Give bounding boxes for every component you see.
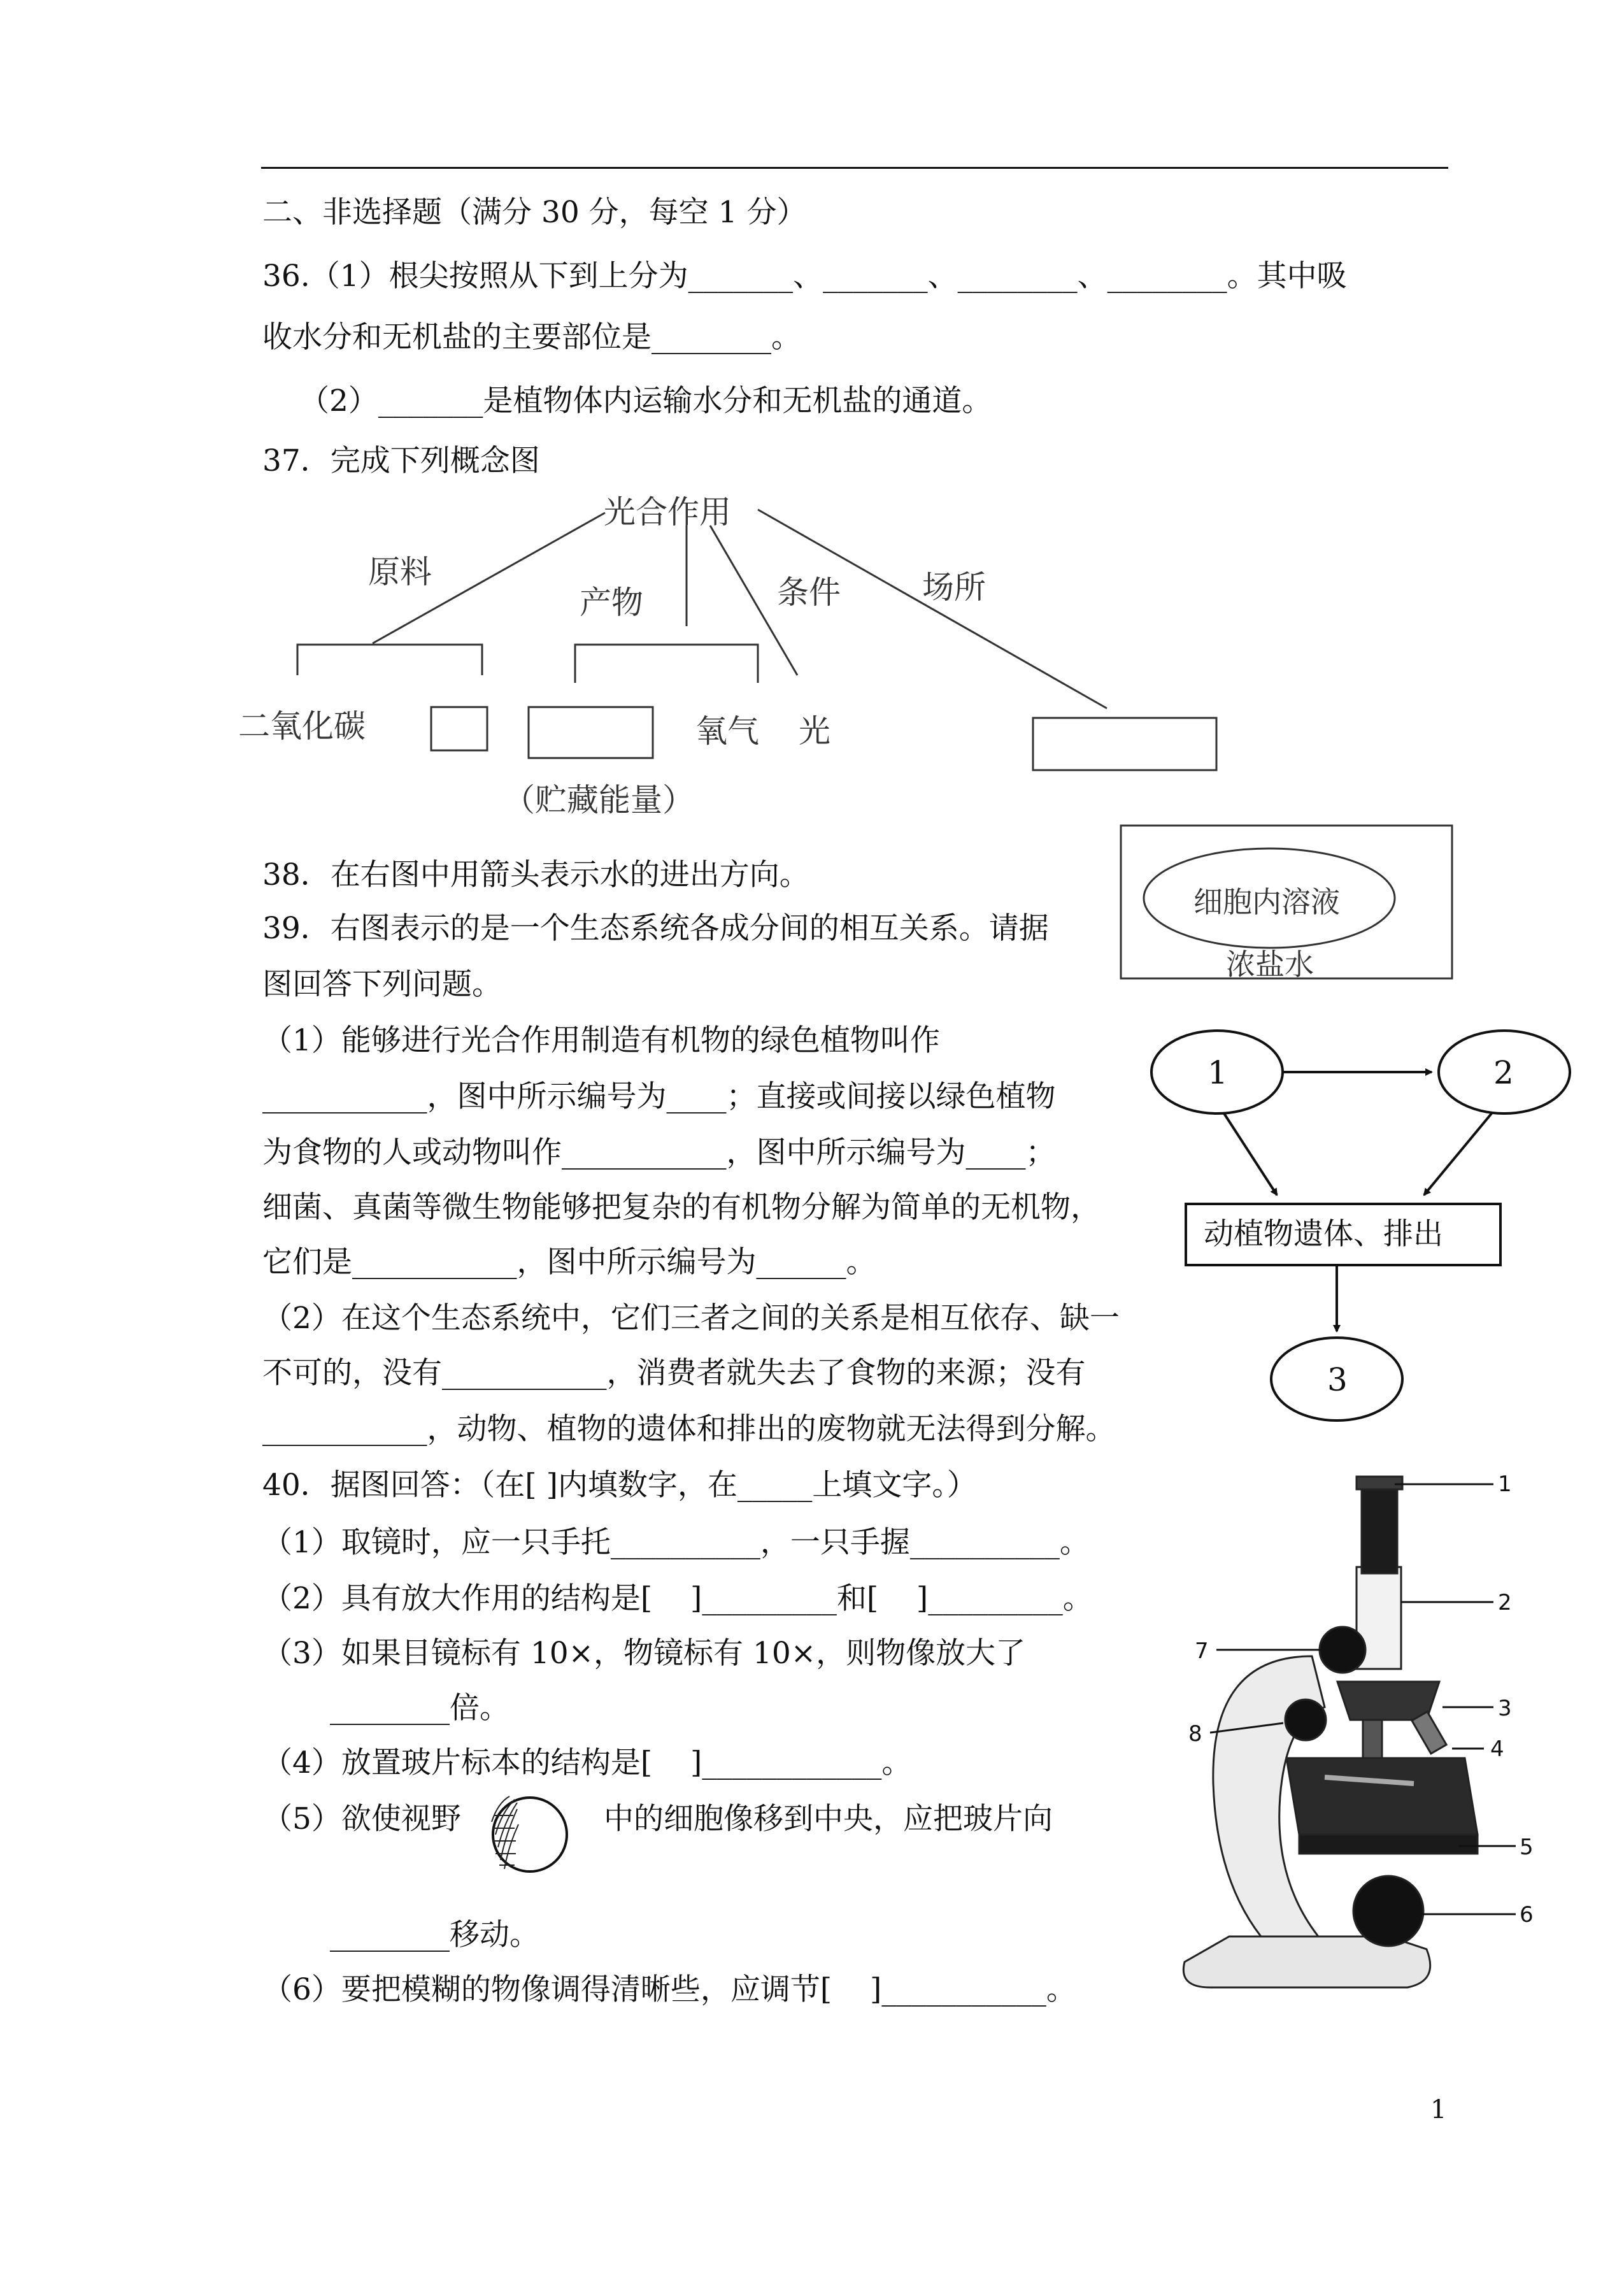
q39-line3: （1）能够进行光合作用制造有机物的绿色植物叫作 bbox=[262, 1023, 940, 1058]
osmosis-outer-label: 浓盐水 bbox=[1226, 947, 1314, 982]
q36-line1: 36.（1）根尖按照从下到上分为_______、_______、________、________。其中吸 bbox=[262, 259, 1347, 294]
q40-line7b: 中的细胞像移到中央，应把玻片向 bbox=[604, 1801, 1053, 1836]
q38-line: 38．在右图中用箭头表示水的进出方向。 bbox=[262, 857, 809, 892]
q39-line10: ___________，动物、植物的遗体和排出的废物就无法得到分解。 bbox=[262, 1412, 1116, 1447]
q40-line3: （2）具有放大作用的结构是[ ]_________和[ ]_________。 bbox=[262, 1581, 1093, 1616]
q40-line7a: （5）欲使视野 bbox=[262, 1801, 461, 1836]
eco-node-1: 1 bbox=[1207, 1054, 1228, 1091]
concept-place: 场所 bbox=[922, 569, 986, 606]
microscope-label-2: 2 bbox=[1498, 1590, 1512, 1615]
concept-condition: 条件 bbox=[777, 574, 841, 611]
q40-line2: （1）取镜时，应一只手托__________，一只手握__________。 bbox=[262, 1525, 1090, 1560]
microscope-label-3: 3 bbox=[1498, 1696, 1512, 1721]
q39-line4: ___________，图中所示编号为____；直接或间接以绿色植物 bbox=[262, 1079, 1056, 1114]
q39-line2: 图回答下列问题。 bbox=[262, 967, 502, 1002]
eco-node-3: 3 bbox=[1327, 1361, 1348, 1398]
q39-line6: 细菌、真菌等微生物能够把复杂的有机物分解为简单的无机物， bbox=[262, 1190, 1100, 1225]
q39-line8: （2）在这个生态系统中，它们三者之间的关系是相互依存、缺一 bbox=[262, 1301, 1120, 1336]
concept-light: 光 bbox=[799, 713, 830, 750]
q39-line7: 它们是___________，图中所示编号为______。 bbox=[262, 1245, 876, 1280]
q37-line: 37．完成下列概念图 bbox=[262, 443, 540, 478]
microscope-label-6: 6 bbox=[1520, 1902, 1534, 1928]
concept-photosynthesis: 光合作用 bbox=[604, 494, 731, 531]
microscope-label-5: 5 bbox=[1520, 1835, 1534, 1860]
section-title: 二、非选择题（满分 30 分，每空 1 分） bbox=[262, 195, 807, 230]
concept-product: 产物 bbox=[580, 584, 643, 621]
microscope-label-4: 4 bbox=[1490, 1736, 1504, 1762]
q40-line9: （6）要把模糊的物像调得清晰些，应调节[ ]___________。 bbox=[262, 1972, 1076, 2007]
concept-raw-material: 原料 bbox=[368, 554, 432, 590]
q36-line2: 收水分和无机盐的主要部位是________。 bbox=[262, 320, 801, 355]
microscope-label-1: 1 bbox=[1498, 1471, 1512, 1497]
q39-line1: 39．右图表示的是一个生态系统各成分间的相互关系。请据 bbox=[262, 911, 1049, 946]
microscope-label-8: 8 bbox=[1188, 1721, 1202, 1747]
q40-line8: ________移动。 bbox=[330, 1917, 539, 1952]
q39-line5: 为食物的人或动物叫作___________，图中所示编号为____； bbox=[262, 1135, 1056, 1170]
eco-remains-box: 动植物遗体、排出 bbox=[1204, 1217, 1443, 1252]
osmosis-inner-label: 细胞内溶液 bbox=[1193, 885, 1340, 919]
q40-line1: 40．据图回答：（在[ ]内填数字，在_____上填文字。） bbox=[262, 1468, 977, 1503]
concept-energy: （贮藏能量） bbox=[503, 782, 694, 819]
page-number: 1 bbox=[1430, 2095, 1447, 2124]
q40-line5: ________倍。 bbox=[330, 1691, 509, 1726]
eco-node-2: 2 bbox=[1493, 1054, 1514, 1091]
q39-line9: 不可的，没有___________，消费者就失去了食物的来源；没有 bbox=[262, 1356, 1086, 1391]
q40-line6: （4）放置玻片标本的结构是[ ]____________。 bbox=[262, 1745, 912, 1780]
concept-co2: 二氧化碳 bbox=[238, 708, 366, 745]
q40-line4: （3）如果目镜标有 10×，物镜标有 10×，则物像放大了 bbox=[262, 1636, 1026, 1671]
microscope-label-7: 7 bbox=[1195, 1638, 1209, 1664]
q36-line3: （2）_______是植物体内运输水分和无机盐的通道。 bbox=[299, 383, 992, 419]
concept-oxygen: 氧气 bbox=[695, 713, 759, 750]
